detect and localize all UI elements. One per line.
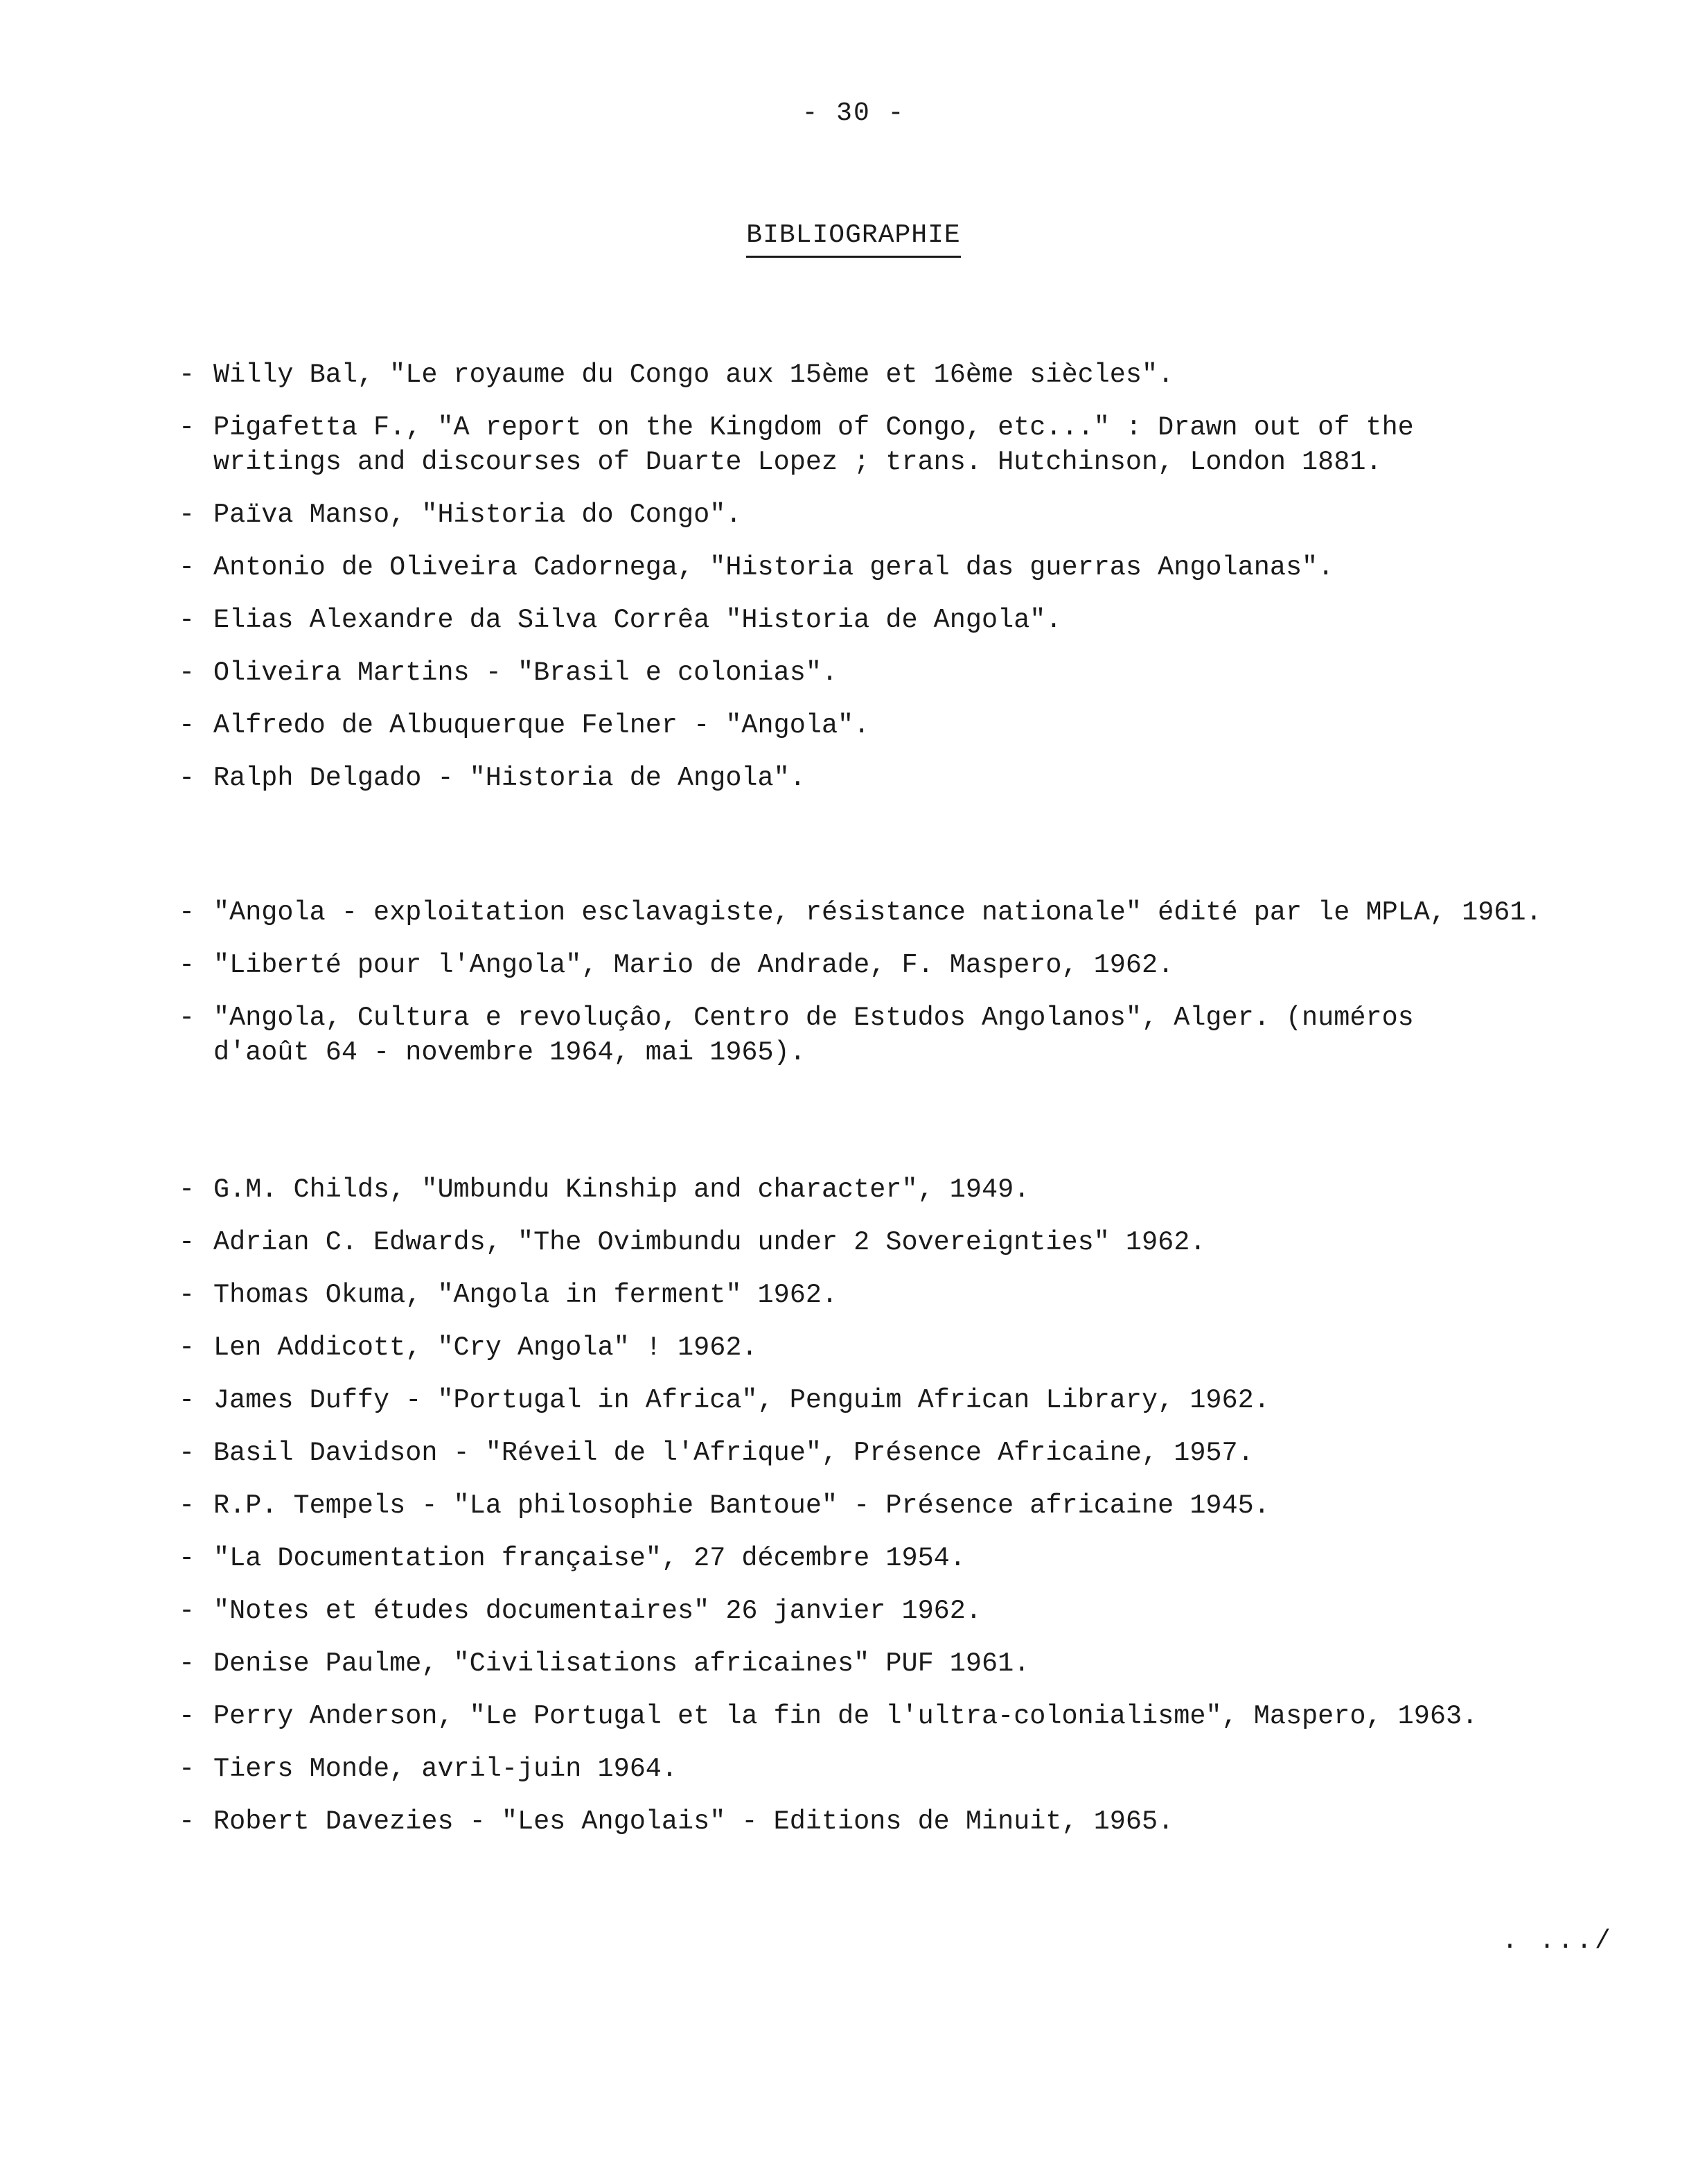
bibliography-entry [179, 1594, 1661, 1628]
bibliography-entry [179, 895, 1661, 930]
entry-dash: - [179, 1174, 195, 1205]
entry-text-line: James Duffy - "Portugal in Africa", Penguim African Library, 1962. [213, 1385, 1270, 1416]
entry-text-line: Basil Davidson - "Réveil de l'Afrique", Présence Africaine, 1957. [213, 1438, 1254, 1468]
entry-text-line: d'août 64 - novembre 1964, mai 1965). [213, 1037, 806, 1068]
bibliography-entry [179, 761, 1661, 795]
entry-text-line: Antonio de Oliveira Cadornega, "Historia geral das guerras Angolanas". [213, 552, 1334, 583]
entry-dash: - [179, 605, 195, 635]
entry-dash: - [179, 1596, 195, 1626]
entry-text-line: Adrian C. Edwards, "The Ovimbundu under 2 Sovereignties" 1962. [213, 1227, 1206, 1258]
entry-dash: - [179, 1385, 195, 1416]
entry-dash: - [179, 1490, 195, 1521]
entry-dash: - [179, 412, 195, 443]
bibliography-entry [179, 1804, 1661, 1839]
entry-text-line: Robert Davezies - "Les Angolais" - Editions de Minuit, 1965. [213, 1806, 1174, 1837]
bibliography-entry [179, 1383, 1661, 1418]
entry-text-line: "La Documentation française", 27 décembre 1954. [213, 1543, 966, 1574]
entry-text-line: Denise Paulme, "Civilisations africaines" PUF 1961. [213, 1648, 1030, 1679]
entry-dash: - [179, 1332, 195, 1363]
entry-text-line: Tiers Monde, avril-juin 1964. [213, 1754, 678, 1784]
entry-dash: - [179, 1280, 195, 1310]
entry-dash: - [179, 658, 195, 688]
entry-text-line: Elias Alexandre da Silva Corrêa "Historia de Angola". [213, 605, 1062, 635]
entry-dash: - [179, 1754, 195, 1784]
bibliography-entry [179, 410, 1661, 479]
entry-dash: - [179, 1648, 195, 1679]
bibliography-entry [179, 655, 1661, 690]
entry-text-line: writings and discourses of Duarte Lopez ; trans. Hutchinson, London 1881. [213, 447, 1382, 477]
entry-text-line: Thomas Okuma, "Angola in ferment" 1962. [213, 1280, 838, 1310]
entry-dash: - [179, 1543, 195, 1574]
entry-text-line: Alfredo de Albuquerque Felner - "Angola". [213, 710, 870, 741]
bibliography-entry [179, 1330, 1661, 1365]
entry-text-line: "Angola - exploitation esclavagiste, résistance nationale" édité par le MPLA, 1961. [213, 897, 1542, 928]
bibliography-entry [179, 358, 1661, 392]
bibliography-entry [179, 550, 1661, 585]
entry-dash: - [179, 1806, 195, 1837]
entry-text-line: Ralph Delgado - "Historia de Angola". [213, 763, 806, 793]
entry-dash: - [179, 1701, 195, 1732]
bibliography-entry [179, 1488, 1661, 1523]
entry-text-line: Oliveira Martins - "Brasil e colonias". [213, 658, 838, 688]
entry-dash: - [179, 552, 195, 583]
entry-text-line: Len Addicott, "Cry Angola" ! 1962. [213, 1332, 758, 1363]
bibliography-entry [179, 603, 1661, 637]
bibliography-entry [179, 1001, 1661, 1070]
bibliography-group-studies [179, 1172, 1661, 1857]
entry-text-line: "Liberté pour l'Angola", Mario de Andrade, F. Maspero, 1962. [213, 950, 1174, 980]
entry-dash: - [179, 360, 195, 390]
entry-dash: - [179, 710, 195, 741]
page-title [0, 220, 1707, 258]
entry-text-line: R.P. Tempels - "La philosophie Bantoue" - Présence africaine 1945. [213, 1490, 1270, 1521]
entry-text-line: "Notes et études documentaires" 26 janvier 1962. [213, 1596, 982, 1626]
entry-text-line: Willy Bal, "Le royaume du Congo aux 15ème et 16ème siècles". [213, 360, 1174, 390]
bibliography-entry [179, 1172, 1661, 1207]
bibliography-entry [179, 948, 1661, 983]
bibliography-entry [179, 1646, 1661, 1681]
bibliography-group-angolan-sources [179, 895, 1661, 1088]
bibliography-heading: BIBLIOGRAPHIE [746, 220, 960, 258]
entry-text-line: Perry Anderson, "Le Portugal et la fin de l'ultra-colonialisme", Maspero, 1963. [213, 1701, 1478, 1732]
bibliography-entry [179, 708, 1661, 743]
entry-dash: - [179, 1438, 195, 1468]
entry-dash: - [179, 1003, 195, 1033]
bibliography-entry [179, 1436, 1661, 1470]
page-number: - 30 - [802, 98, 905, 128]
entry-text-line: Pigafetta F., "A report on the Kingdom of Congo, etc..." : Drawn out of the [213, 412, 1414, 443]
entry-dash: - [179, 1227, 195, 1258]
entry-dash: - [179, 500, 195, 530]
bibliography-entry [179, 1699, 1661, 1734]
entry-text-line: "Angola, Cultura e revoluçâo, Centro de Estudos Angolanos", Alger. (numéros [213, 1003, 1414, 1033]
continuation-mark: . .../ [1502, 1926, 1613, 1956]
bibliography-entry [179, 497, 1661, 532]
entry-dash: - [179, 763, 195, 793]
entry-dash: - [179, 950, 195, 980]
bibliography-entry [179, 1752, 1661, 1786]
bibliography-entry [179, 1278, 1661, 1312]
bibliography-group-historical [179, 358, 1661, 813]
entry-text-line: Païva Manso, "Historia do Congo". [213, 500, 742, 530]
entry-dash: - [179, 897, 195, 928]
bibliography-entry [179, 1225, 1661, 1260]
bibliography-entry [179, 1541, 1661, 1576]
entry-text-line: G.M. Childs, "Umbundu Kinship and character", 1949. [213, 1174, 1030, 1205]
